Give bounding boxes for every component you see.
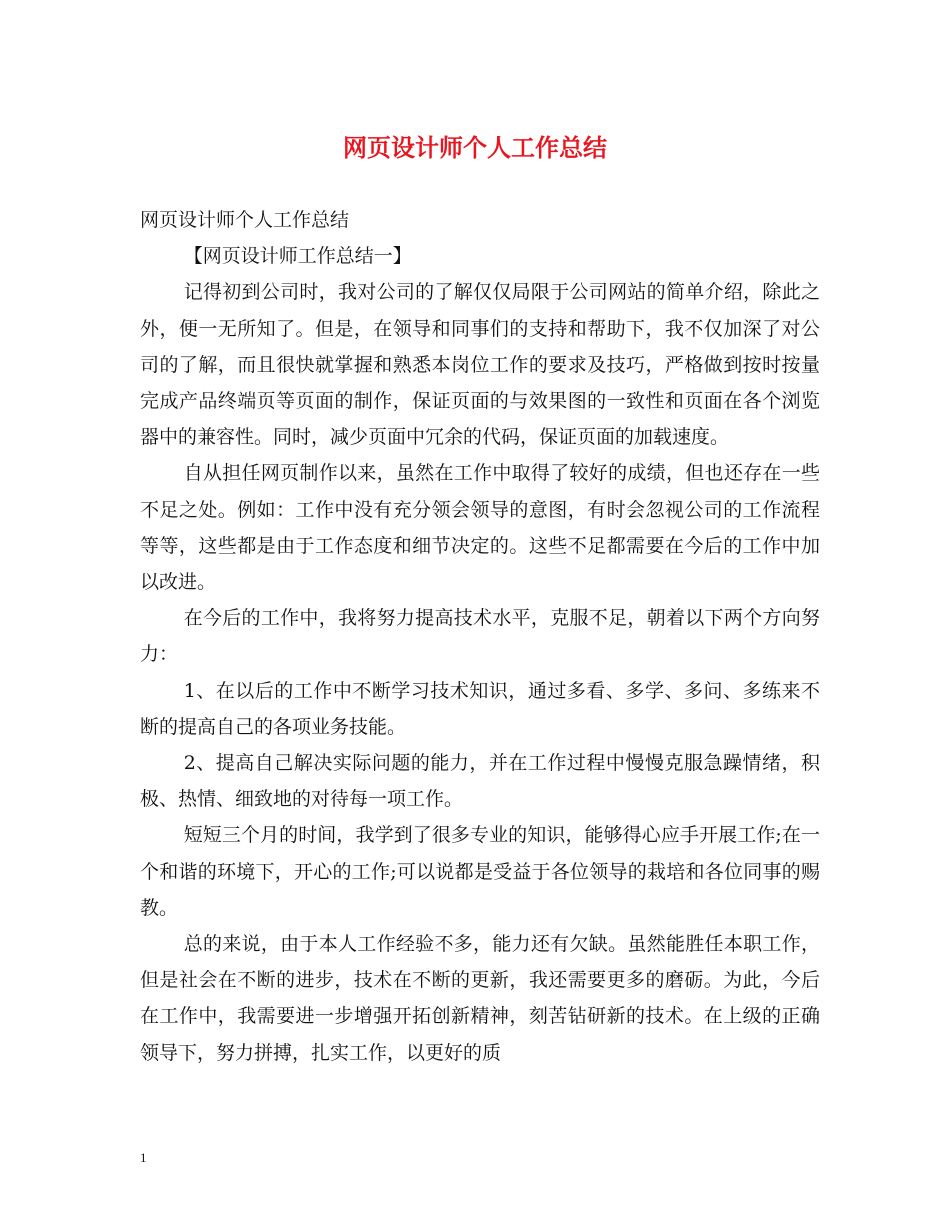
- list-item: 1、在以后的工作中不断学习技术知识，通过多看、多学、多问、多练来不断的提高自己的各项业务技能。: [140, 679, 820, 738]
- paragraph: 自从担任网页制作以来，虽然在工作中取得了较好的成绩，但也还存在一些不足之处。例如：工作中没有充分领会领导的意图，有时会忽视公司的工作流程等等，这些都是由于工作态度和细节决定的。这些不足都需要在今后的工作中加以改进。: [140, 462, 820, 594]
- list-item: 2、提高自己解决实际问题的能力，并在工作过程中慢慢克服急躁情绪，积极、热情、细致地的对待每一项工作。: [140, 752, 820, 811]
- paragraph: 短短三个月的时间，我学到了很多专业的知识，能够得心应手开展工作;在一个和谐的环境下，开心的工作;可以说都是受益于各位领导的栽培和各位同事的赐教。: [140, 824, 820, 919]
- document-body: [140, 202, 820, 1071]
- paragraph: 记得初到公司时，我对公司的了解仅仅局限于公司网站的简单介绍，除此之外，便一无所知了。但是，在领导和同事们的支持和帮助下，我不仅加深了对公司的了解，而且很快就掌握和熟悉本岗位工作的要求及技巧，严格做到按时按量完成产品终端页等页面的制作，保证页面的与效果图的一致性和页面在各个浏览器中的兼容性。同时，减少页面中冗余的代码，保证页面的加载速度。: [140, 281, 820, 449]
- paragraph: 总的来说，由于本人工作经验不多，能力还有欠缺。虽然能胜任本职工作，但是社会在不断的进步，技术在不断的更新，我还需要更多的磨砺。为此，今后在工作中，我需要进一步增强开拓创新精神，刻苦钻研新的技术。在上级的正确领导下，努力拼搏，扎实工作，以更好的质: [140, 933, 820, 1064]
- document-title: 网页设计师个人工作总结: [343, 133, 607, 162]
- paragraph: 在今后的工作中，我将努力提高技术水平，克服不足，朝着以下两个方向努力：: [140, 607, 820, 666]
- section-heading: 【网页设计师工作总结一】: [183, 245, 412, 268]
- page-number: 1: [140, 1150, 147, 1165]
- body-heading: 网页设计师个人工作总结: [140, 209, 350, 231]
